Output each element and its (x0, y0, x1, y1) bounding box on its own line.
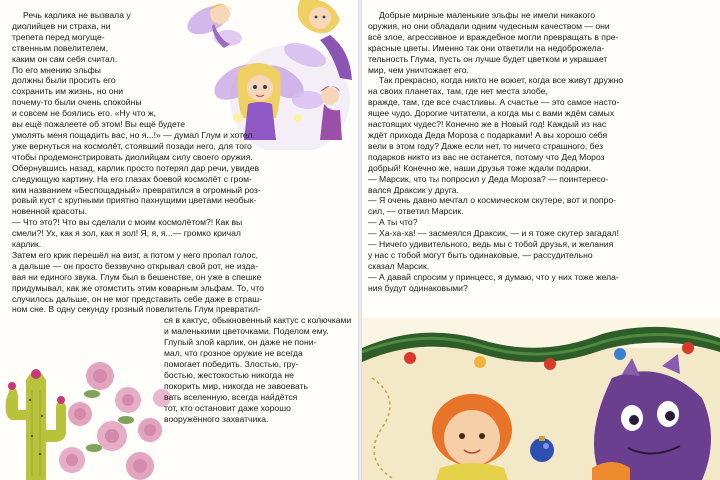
text-line: — Что это?! Что вы сделали с моим космолётом?! Как вы (12, 217, 243, 228)
text-line: настоящих чудес?! Конечно же в Новый год! Каждый из нас (368, 119, 607, 130)
text-line: ровый куст с крупными приятно пахнущими цветами необык- (12, 195, 257, 206)
text-line: новенной красоты. (12, 206, 88, 217)
text-line: смели?! Ух, как я зол, как я зол! Я, я, я...— громко кричал (12, 228, 241, 239)
text-line: ящее чудо. Дорогие читатели, а когда мы с вами ждём самых (368, 108, 615, 119)
text-line: ния будут одинаковыми? (368, 282, 468, 293)
text-line: почему-то были очень спокойны (12, 97, 142, 108)
text-line: случилось дальше, он не мог представить себе даже в страш- (12, 293, 263, 304)
left-page-text (12, 10, 350, 424)
text-line: придумывал, как же отомстить этим коварным эльфам. То, что (12, 282, 264, 293)
text-line: на своих планетах, там, где нет места злобе, (368, 86, 548, 97)
left-page (0, 0, 358, 480)
text-line: По его мнению эльфы (12, 64, 101, 75)
text-line: вался Драксик у друга. (368, 184, 459, 195)
text-line: вы ещё пожалеете об этом! Вы ещё будете (12, 119, 186, 130)
text-line: а дальше — он просто беззвучно открывал свой рот, не изда- (12, 260, 259, 271)
text-line: Добрые мирные маленькие эльфы не имели никакого (379, 10, 596, 20)
text-line: и маленькими цветочками. Поделом ему. (164, 326, 329, 337)
text-line: уже вернуться на космолёт, стоявший позади него, для того (12, 140, 252, 151)
text-line: покорить мир, никогда не завоевать (164, 380, 308, 391)
text-line: диолийцев ни страха, ни (12, 20, 111, 31)
text-line: вать вселенную, всегда найдётся (164, 391, 298, 402)
text-line: каким он сам себя считал. (12, 53, 118, 64)
text-line: — Ха-ха-ха! — засмеялся Драксик, — и я тоже скутер загадал! (368, 228, 620, 239)
text-line: — Марсик, что ты попросил у Деда Мороза? — поинтересо- (368, 173, 609, 184)
text-line: красные цветы. Именно так они ответили на недоброжела- (368, 42, 605, 53)
text-line: Глупый злой карлик, он даже не пони- (164, 337, 317, 348)
text-line: и совсем не боялись его. «Ну что ж, (12, 108, 157, 119)
text-line: следующую картину. На его глазах боевой космолёт с гром- (12, 173, 252, 184)
text-line: должны были просить его (12, 75, 116, 86)
text-line: сохранить им жизнь, но они (12, 86, 124, 97)
text-line: тот, кто остановит даже хорошо (164, 402, 291, 413)
text-line: подарков никто из вас не останется, потому что Дед Мороз (368, 151, 605, 162)
new-year-scene-illustration (362, 318, 720, 480)
text-line: сказал Марсик. (368, 260, 430, 271)
text-line: ся в кактус, обыкновенный кактус с колючками (164, 315, 352, 326)
text-line: вая ни единого звука. Глум был в бешенстве, он уже в спешке (12, 271, 262, 282)
text-line: вели в этом году? Даже если нет, то ничего страшного, без (368, 140, 604, 151)
text-line: бостью, жестокостью никогда не (164, 369, 294, 380)
text-line: оружия, но они обладали одним чудесным качеством — они (368, 20, 610, 31)
text-line: умолять меня пощадить вас, но я...!» — думал Глум и хотел (12, 129, 253, 140)
text-line: — Ничего удивительного, ведь мы с тобой друзья, и желания (368, 239, 614, 250)
right-page (362, 0, 720, 480)
text-line: ственным повелителем, (12, 42, 109, 53)
text-line: у нас с тобой могут быть одинаковые, — рассудительно (368, 249, 593, 260)
text-line: Обернувшись назад, карлик просто потерял дар речи, увидев (12, 162, 260, 173)
text-line: ждёт прихода Деда Мороза с подарками! А вы хорошо себя (368, 129, 608, 140)
text-line: карлик. (12, 239, 42, 250)
text-line: ким названием «Беспощадный» превратился в огромный роз- (12, 184, 261, 195)
text-line: чтобы продемонстрировать диолийцам силу своего оружия. (12, 151, 253, 162)
text-line: мал, что грозное оружие не всегда (164, 348, 303, 359)
text-line: всё злое, агрессивное и враждебное могли превращать в пре- (368, 31, 619, 42)
text-line: добрый! Конечно же, наши друзья тоже ждали подарки. (368, 162, 591, 173)
text-line: — Я очень давно мечтал о космическом скутере, вот и попро- (368, 195, 616, 206)
text-line: вооружённого захватчика. (164, 413, 269, 424)
text-line: Так прекрасно, когда никто не воюет, когда все живут дружно (379, 75, 624, 86)
text-line: сил, — ответил Марсик. (368, 206, 464, 217)
right-page-text (368, 10, 714, 294)
text-line: мир, чем уничтожает его. (368, 64, 469, 75)
text-line: тельность Глума, пусть он лучше будет цветком и украшает (368, 53, 608, 64)
text-line: вражде, там, где все счастливы. А счастье — это самое насто- (368, 97, 620, 108)
text-line: помогает победить. Злостью, гру- (164, 359, 299, 369)
text-line: Затем его крик перешёл на визг, а потом у него пропал голос, (12, 249, 259, 260)
text-line: трепета перед могуще- (12, 31, 105, 42)
text-line: — А давай спросим у принцесс, я думаю, что у них тоже жела- (368, 271, 619, 282)
text-line: — А ты что? (368, 217, 418, 228)
text-line: Речь карлика не вызвала у (23, 10, 131, 20)
text-line: ном сне. В одну секунду грозный повелитель Глум превратил- (12, 304, 261, 315)
